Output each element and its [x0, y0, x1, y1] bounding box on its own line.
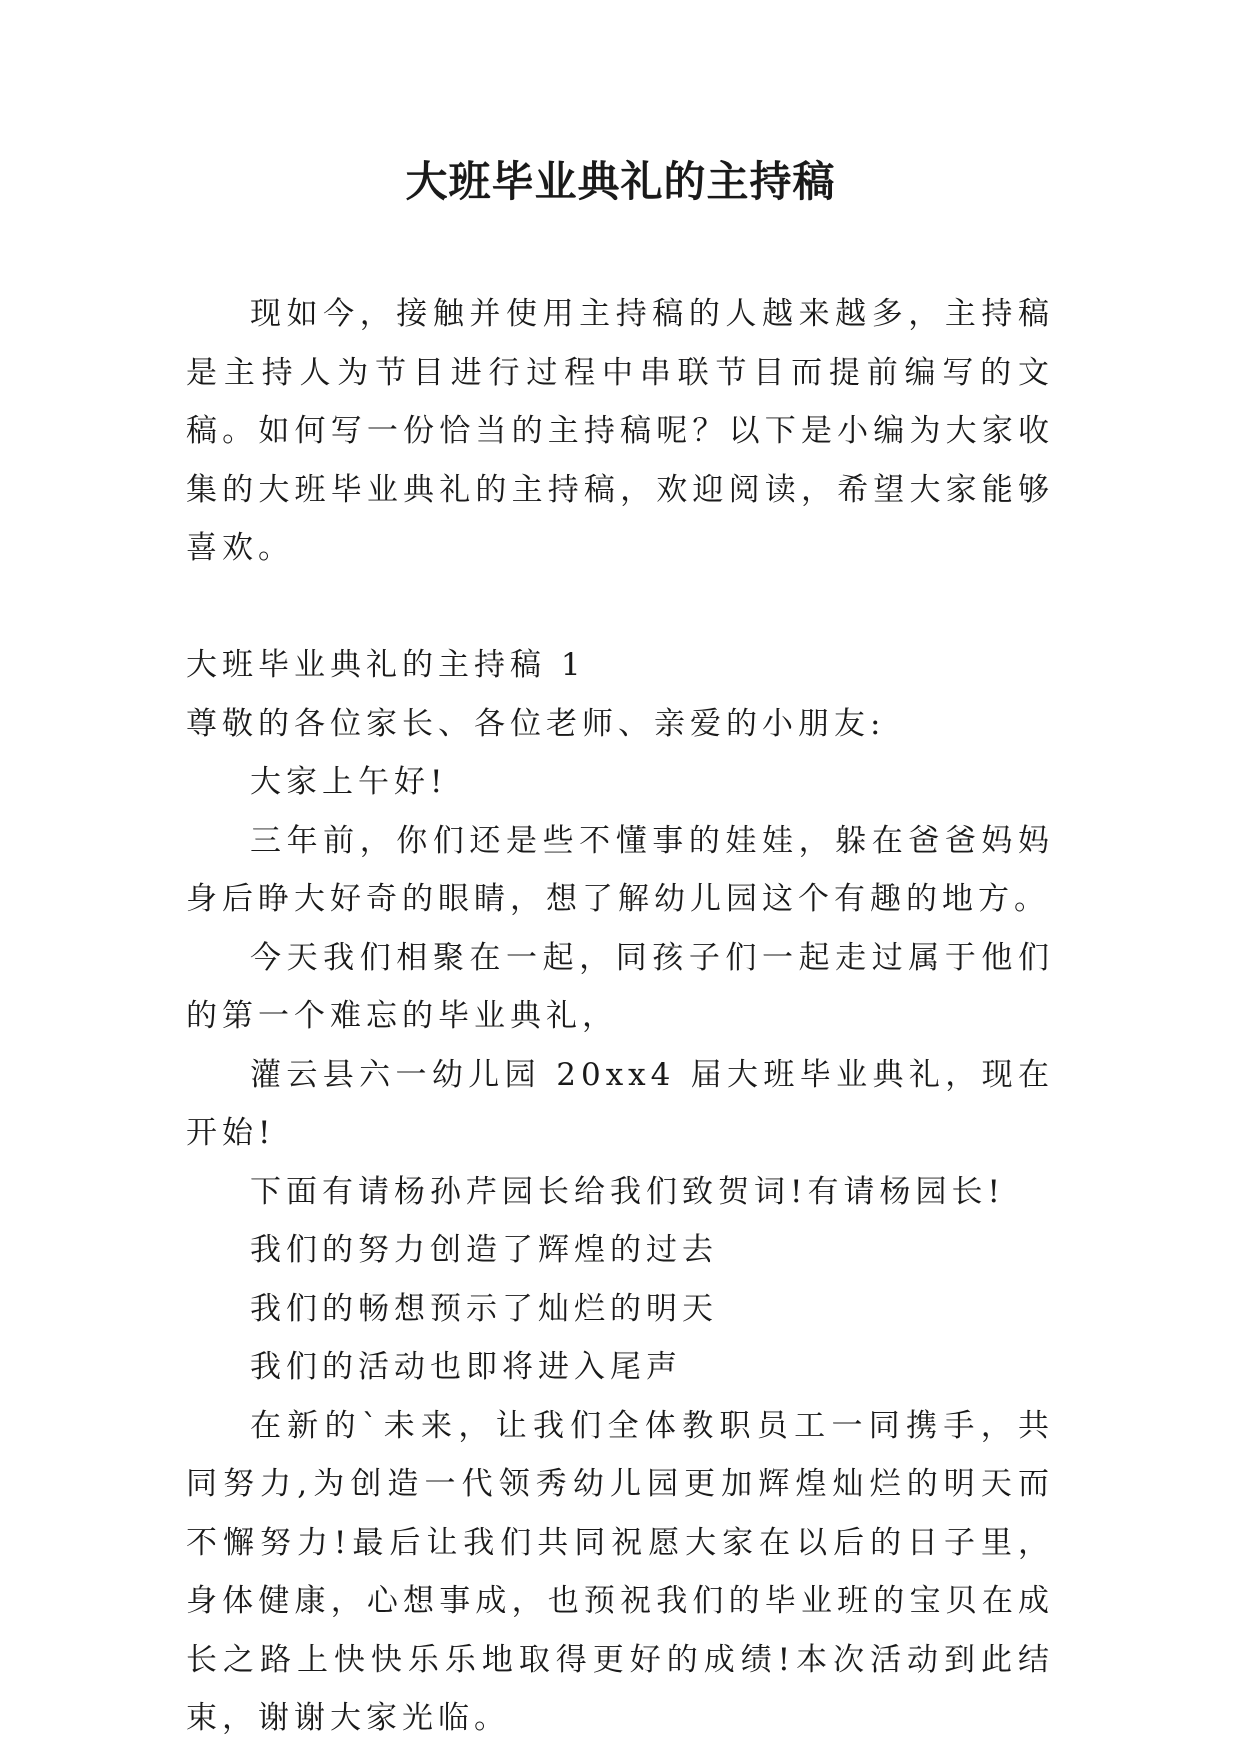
body-paragraph: 在新的`未来，让我们全体教职员工一同携手，共同努力,为创造一代领秀幼儿园更加辉煌灿烂的明天而不懈努力!最后让我们共同祝愿大家在以后的日子里，身体健康，心想事成，也预祝我们的毕业班的宝贝在成长之路上快快乐乐地取得更好的成绩!本次活动到此结束，谢谢大家光临。 [186, 1407, 1054, 1736]
blank-line [186, 578, 1054, 637]
body-paragraph: 三年前，你们还是些不懂事的娃娃，躲在爸爸妈妈身后睁大好奇的眼睛，想了解幼儿园这个有趣的地方。 [186, 822, 1054, 917]
body-paragraph: 我们的活动也即将进入尾声 [250, 1349, 682, 1385]
body-paragraph: 灌云县六一幼儿园 20xx4 届大班毕业典礼，现在开始! [186, 1056, 1054, 1151]
document-body [186, 285, 1054, 1748]
intro-paragraph: 现如今，接触并使用主持稿的人越来越多，主持稿是主持人为节目进行过程中串联节目而提前编写的文稿。如何写一份恰当的主持稿呢？以下是小编为大家收集的大班毕业典礼的主持稿，欢迎阅读，希望大家能够喜欢。 [186, 296, 1054, 566]
body-paragraph: 今天我们相聚在一起，同孩子们一起走过属于他们的第一个难忘的毕业典礼， [186, 939, 1054, 1034]
body-paragraph: 我们的畅想预示了灿烂的明天 [250, 1290, 718, 1327]
section-heading: 大班毕业典礼的主持稿 1 [186, 647, 586, 683]
salutation: 尊敬的各位家长、各位老师、亲爱的小朋友: [186, 705, 886, 742]
body-paragraph: 我们的努力创造了辉煌的过去 [250, 1232, 718, 1268]
body-paragraph: 大家上午好! [250, 764, 448, 800]
document-title: 大班毕业典礼的主持稿 [405, 157, 836, 206]
body-paragraph: 下面有请杨孙芹园长给我们致贺词!有请杨园长! [250, 1173, 1005, 1210]
